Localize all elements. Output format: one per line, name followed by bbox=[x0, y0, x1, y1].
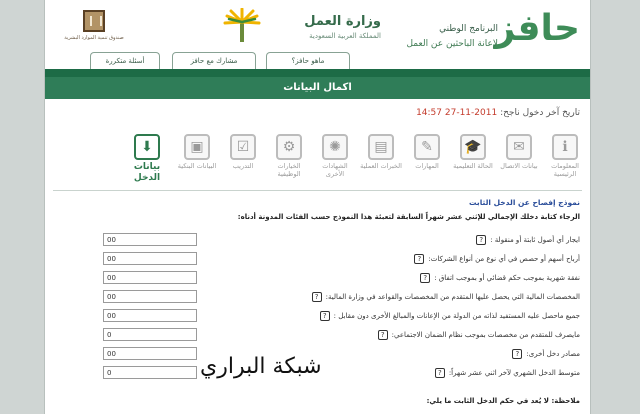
rent-income-input[interactable] bbox=[103, 233, 197, 246]
program-title bbox=[406, 22, 498, 52]
step-label: التدريب bbox=[232, 162, 254, 170]
step-label: بيانات الدخل bbox=[133, 162, 161, 183]
section-divider bbox=[53, 190, 582, 191]
hrdf-logo bbox=[53, 10, 135, 50]
ministry-logo bbox=[221, 8, 381, 46]
form-note: ملاحظة: لا يُعد في حكم الدخل الثابت ما يلي: bbox=[426, 397, 580, 405]
ministry-kingdom: المملكة العربية السعودية bbox=[309, 32, 381, 40]
help-icon[interactable]: ? bbox=[378, 330, 388, 340]
gear-icon: ⚙ bbox=[276, 134, 302, 160]
watermark-text: شبكة البراري bbox=[200, 354, 322, 379]
wizard-steps bbox=[49, 134, 586, 184]
field-label: مصادر دخل أخرى: bbox=[526, 350, 580, 358]
step-training[interactable] bbox=[222, 134, 264, 170]
form-instruction: الرجاء كتابة دخلك الإجمالي للإثني عشر شهراً السابقة لتعبئة هذا النموذج حسب الفئات المدونة أدناه: bbox=[237, 213, 580, 221]
help-icon[interactable]: ? bbox=[320, 311, 330, 321]
program-line2: لإعانة الباحثين عن العمل bbox=[406, 39, 498, 49]
income-row-alimony bbox=[53, 271, 580, 287]
step-experience[interactable] bbox=[360, 134, 402, 170]
last-login-label: تاريخ آخر دخول ناجح: bbox=[500, 108, 580, 118]
help-icon[interactable]: ? bbox=[512, 349, 522, 359]
help-icon[interactable]: ? bbox=[476, 235, 486, 245]
page-frame bbox=[44, 0, 591, 414]
step-skills[interactable] bbox=[406, 134, 448, 170]
income-row-allowances bbox=[53, 290, 580, 306]
step-income-info[interactable] bbox=[122, 134, 172, 184]
other-income-input[interactable] bbox=[103, 347, 197, 360]
program-line1: البرنامج الوطني bbox=[439, 24, 498, 34]
tab-what-is-hafiz[interactable]: ماهو حافز؟ bbox=[266, 52, 350, 70]
page-title: اكمال البيانات bbox=[45, 77, 590, 99]
hafiz-logo[interactable]: حافز bbox=[494, 8, 580, 49]
income-row-dividends bbox=[53, 252, 580, 268]
step-label: الخيارات الوظيفية bbox=[277, 162, 301, 178]
step-label: الخبرات العملية bbox=[360, 162, 402, 170]
field-label: أرباح أسهم أو حصص في أي نوع من أنواع الشركات: bbox=[428, 255, 580, 263]
field-label: مايصرف للمتقدم من مخصصات بموجب نظام الضمان الاجتماعي: bbox=[391, 331, 580, 339]
field-label: ايجار أي أصول ثابتة أو منقولة : bbox=[490, 236, 580, 244]
step-label: المعلومات الرئيسية bbox=[551, 162, 579, 178]
graduation-cap-icon: 🎓 bbox=[460, 134, 486, 160]
help-icon[interactable]: ? bbox=[420, 273, 430, 283]
alimony-income-input[interactable] bbox=[103, 271, 197, 284]
step-label: البيانات البنكية bbox=[177, 162, 217, 170]
document-icon: ▤ bbox=[368, 134, 394, 160]
hrdf-caption: صندوق تنمية الموارد البشرية bbox=[64, 35, 124, 41]
green-band bbox=[45, 69, 590, 77]
help-icon[interactable]: ? bbox=[435, 368, 445, 378]
clipboard-check-icon: ☑ bbox=[230, 134, 256, 160]
last-login bbox=[416, 108, 580, 118]
income-row-rent bbox=[53, 233, 580, 249]
field-label: جميع ماحصل عليه المستفيد لذاته من الدولة من الإعانات والمبالغ الأخرى دون مقابل : bbox=[333, 312, 580, 320]
ministry-name: وزارة العمل bbox=[304, 14, 381, 29]
step-certificates[interactable] bbox=[314, 134, 356, 178]
last-login-value: 2011-11-27 14:57 bbox=[416, 108, 498, 118]
field-label: المخصصات المالية التي يحصل عليها المتقدم من المخصصات والقواعد في وزارة المالية: bbox=[325, 293, 580, 301]
average-income-input[interactable] bbox=[103, 366, 197, 379]
field-label: متوسط الدخل الشهري لآخر اثني عشر شهراً: bbox=[448, 369, 580, 377]
tab-participant[interactable]: مشارك مع حافز bbox=[172, 52, 256, 70]
tab-faq[interactable]: أسئلة متكررة bbox=[90, 52, 160, 70]
pencil-icon: ✎ bbox=[414, 134, 440, 160]
safe-icon: ▣ bbox=[184, 134, 210, 160]
form-title: نموذج إفصاح عن الدخل الثابت bbox=[468, 198, 580, 207]
step-label: المهارات bbox=[415, 162, 439, 170]
step-label: الحالة التعليمية bbox=[453, 162, 493, 170]
allowances-income-input[interactable] bbox=[103, 290, 197, 303]
mail-icon: ✉ bbox=[506, 134, 532, 160]
state-aid-income-input[interactable] bbox=[103, 309, 197, 322]
site-header bbox=[45, 0, 590, 58]
step-label: بيانات الاتصال bbox=[500, 162, 538, 170]
palm-logo-icon bbox=[221, 8, 263, 46]
income-row-social-security bbox=[53, 328, 580, 344]
step-bank-info[interactable] bbox=[176, 134, 218, 170]
social-security-income-input[interactable] bbox=[103, 328, 197, 341]
cash-download-icon: ⬇ bbox=[134, 134, 160, 160]
step-label: الشهادات الأخرى bbox=[322, 162, 348, 178]
info-icon: ℹ bbox=[552, 134, 578, 160]
field-label: نفقة شهرية بموجب حكم قضائي أو بموجب اتفاق : bbox=[434, 274, 580, 282]
step-job-options[interactable] bbox=[268, 134, 310, 178]
step-contact[interactable] bbox=[498, 134, 540, 170]
step-education[interactable] bbox=[452, 134, 494, 170]
certificate-icon: ✺ bbox=[322, 134, 348, 160]
income-row-state-aid bbox=[53, 309, 580, 325]
help-icon[interactable]: ? bbox=[414, 254, 424, 264]
step-main-info[interactable] bbox=[544, 134, 586, 178]
dividends-income-input[interactable] bbox=[103, 252, 197, 265]
help-icon[interactable]: ? bbox=[312, 292, 322, 302]
hrdf-emblem-icon bbox=[83, 10, 105, 32]
top-tabs bbox=[45, 52, 590, 70]
